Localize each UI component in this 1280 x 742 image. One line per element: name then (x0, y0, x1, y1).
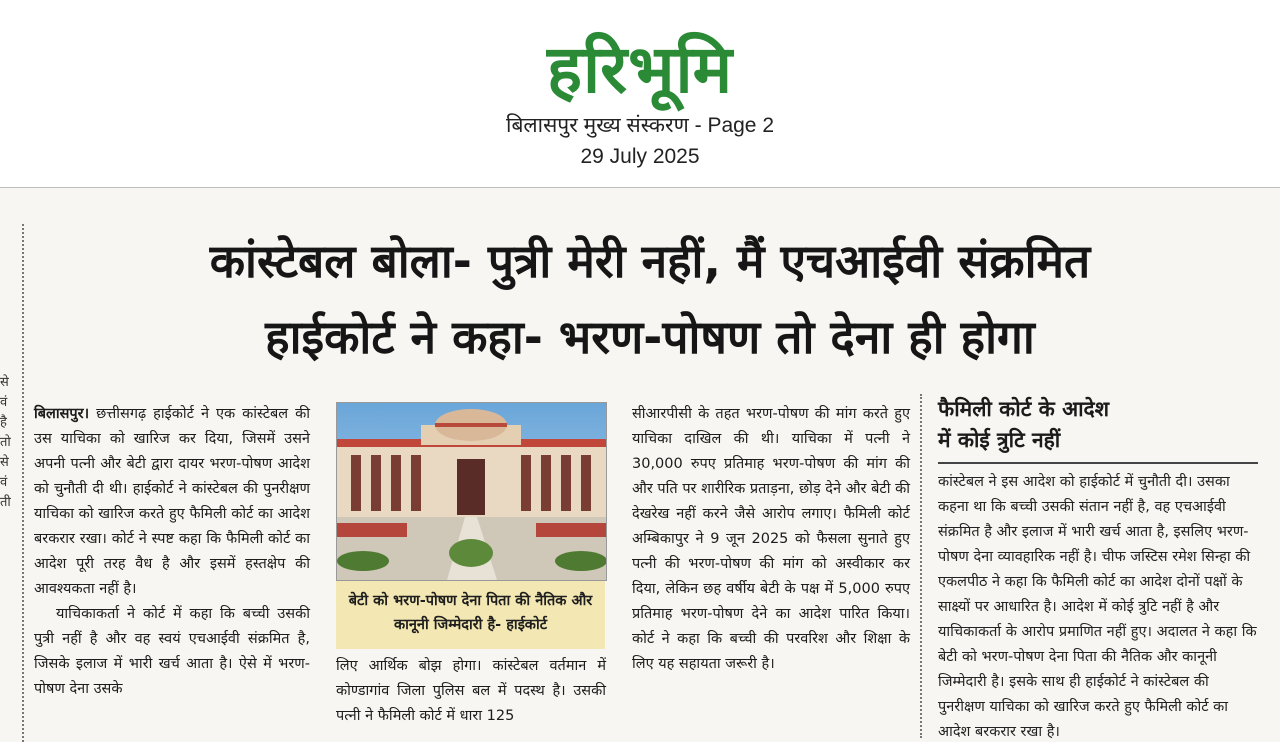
fragment-text: है (0, 415, 7, 430)
hedge-right (555, 551, 607, 571)
article-column-1 (34, 402, 310, 702)
column-3-text: सीआरपीसी के तहत भरण-पोषण की मांग करते हुए याचिका दाखिल की थी। याचिका में पत्नी ने 30,000 रुपए प्रतिमाह भरण-पोषण की मांग की और पति पर शारीरिक प्रताड़ना, छोड़ देने और बेटी की देखरेख नहीं करने जैसे आरोप लगाए। फैमिली कोर्ट अम्बिकापुर ने 9 जून 2025 को फैसला सुनाते हुए पत्नी की भरण-पोषण की मांग को अस्वीकार कर दिया, लेकिन छह वर्षीय बेटी के पक्ष में 5,000 रुपए प्रतिमाह भरण-पोषण देने का आदेश पारित किया। कोर्ट ने कहा कि बच्ची की परवरिश और शिक्षा के लिए यह सहायता जरूरी है। (632, 406, 910, 672)
article-column-3 (632, 402, 910, 677)
headline-line-2: हाईकोर्ट ने कहा- भरण-पोषण तो देना ही होगा (265, 310, 1035, 364)
window (411, 455, 421, 511)
window (581, 455, 591, 511)
edition-label: बिलासपुर मुख्य संस्करण - Page 2 (506, 114, 774, 137)
column-1-paragraph-2: याचिकाकर्ता ने कोर्ट में कहा कि बच्ची उसकी पुत्री नहीं है और वह स्वयं एचआईवी संक्रमित है, जिसके इलाज में भारी खर्च आता है। ऐसे में भरण-पोषण देना उसके (34, 606, 310, 697)
newspaper-clipping (0, 188, 1280, 742)
adjacent-column-fragment (0, 373, 16, 513)
dome-band (435, 423, 507, 427)
column-2-text: लिए आर्थिक बोझ होगा। कांस्टेबल वर्तमान में कोण्डागांव जिला पुलिस बल में पदस्थ है। उसकी पत्नी ने फैमिली कोर्ट में धारा 125 (336, 658, 606, 724)
high-court-photo (336, 402, 607, 581)
column-divider-left (22, 224, 24, 742)
fragment-text: वं (0, 395, 8, 410)
fragment-text: तो (0, 435, 11, 450)
window (541, 455, 551, 511)
fragment-text: ती (0, 495, 11, 510)
dateline: बिलासपुर। (34, 406, 90, 422)
window (391, 455, 401, 511)
flower-bed-right (536, 523, 606, 537)
edition-date: 29 July 2025 (580, 145, 700, 168)
sidebar-body: कांस्टेबल ने इस आदेश को हाईकोर्ट में चुनौती दी। उसका कहना था कि बच्ची उसकी संतान नहीं है, वह एचआईवी संक्रमित है और इलाज में भारी खर्च आता है, इसलिए भरण-पोषण देना व्यावहारिक नहीं है। चीफ जस्टिस रमेश सिन्हा की एकलपीठ ने कहा कि फैमिली कोर्ट का आदेश दोनों पक्षों के साक्ष्यों पर आधारित है। आदेश में कोई त्रुटि नहीं है और याचिकाकर्ता के आरोप प्रमाणित नहीं हुए। अदालत ने कहा कि बेटी को भरण-पोषण देना पिता की नैतिक और कानूनी जिम्मेदारी है। इसके साथ ही हाईकोर्ट ने कांस्टेबल की पुनरीक्षण याचिका को खारिज करते हुए फैमिली कोर्ट का आदेश बरकरार रखा है। (938, 474, 1257, 740)
fragment-text: से (0, 455, 9, 470)
flower-bed-left (337, 523, 407, 537)
window (561, 455, 571, 511)
fragment-text: वं (0, 475, 8, 490)
sidebar-title (938, 394, 1258, 456)
garden-bush (449, 539, 493, 567)
fragment-text: से (0, 375, 9, 390)
column-divider-right (920, 394, 922, 738)
headline-line-1: कांस्टेबल बोला- पुत्री मेरी नहीं, मैं एचआईवी संक्रमित (209, 234, 1091, 288)
main-entrance (457, 459, 485, 515)
hedge-left (337, 551, 389, 571)
sidebar-title-underline (938, 462, 1258, 464)
newspaper-logo: हरिभूमि (546, 31, 734, 108)
column-1-paragraph-1: छत्तीसगढ़ हाईकोर्ट ने एक कांस्टेबल की उस याचिका को खारिज कर दिया, जिसमें उसने अपनी पत्नी और बेटी द्वारा दायर भरण-पोषण आदेश को चुनौती दी थी। हाईकोर्ट ने कांस्टेबल की पुनरीक्षण याचिका को खारिज करते हुए फैमिली कोर्ट का आदेश बरकरार रखा। कोर्ट ने स्पष्ट कहा कि फैमिली कोर्ट का आदेश पूरी तरह वैध है और इसमें हस्तक्षेप की आवश्यकता नहीं है। (34, 406, 311, 597)
window (371, 455, 381, 511)
sidebar-title-line-2: में कोई त्रुटि नहीं (938, 428, 1061, 452)
masthead (0, 0, 1280, 188)
window (351, 455, 361, 511)
window (521, 455, 531, 511)
article-column-2 (336, 654, 606, 729)
photo-caption: बेटी को भरण-पोषण देना पिता की नैतिक और कानूनी जिम्मेदारी है- हाईकोर्ट (336, 581, 605, 649)
sidebar-title-line-1: फैमिली कोर्ट के आदेश (938, 397, 1109, 421)
